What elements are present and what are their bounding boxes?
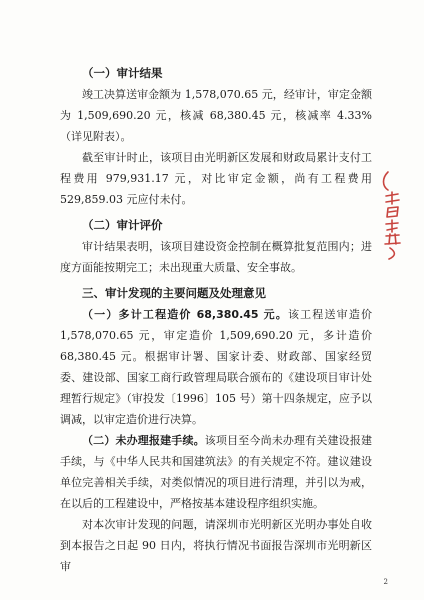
paragraph-settlement-amount: 竣工决算送审金额为 1,578,070.65 元，经审计，审定金额为 1,509,690.20 元，核减 68,380.45 元，核减率 4.33%（详见附表）。	[60, 88, 372, 143]
document-body	[60, 62, 372, 577]
paragraph-issue-overcharge	[60, 304, 372, 430]
issue-overcharge-label: （一）多计工程造价 68,380.45 元。	[82, 308, 288, 321]
issue-overcharge-text: 该工程送审造价 1,578,070.65 元，审定造价 1,509,690.20 元，多计造价 68,380.45 元。根据审计署、国家计委、财政部、国家经贸委、建设部、国家工商行政管理局联合颁布的《建设项目审计处理暂行规定》（审投发〔1996〕105 号）第十四条规定，应予以调减，以审定造价进行决算。	[60, 308, 373, 426]
paragraph-closing: 对本次审计发现的问题，请深圳市光明新区光明办事处自收到本报告之日起 90 日内，将执行情况书面报告深圳市光明新区审	[60, 518, 372, 573]
section-heading-issues: 三、审计发现的主要问题及处理意见	[82, 286, 266, 300]
issue-permit-label: （二）未办理报建手续。	[82, 434, 205, 447]
page-number: 2	[383, 578, 388, 586]
paragraph-evaluation: 审计结果表明，该项目建设资金控制在概算批复范围内；进度方面能按期完工；未出现重大质量、安全事故。	[60, 240, 372, 274]
section-heading-audit-evaluation: （二）审计评价	[82, 218, 163, 232]
paragraph-issue-permit	[60, 430, 372, 514]
handwritten-stamp-mark	[374, 168, 412, 260]
paragraph-payment-status: 截至审计时止，该项目由光明新区发展和财政局累计支付工程费用 979,931.17 元，对比审定金额，尚有工程费用 529,859.03 元应付未付。	[60, 151, 372, 206]
section-heading-audit-result: （一）审计结果	[82, 66, 163, 80]
issue-permit-text: 该项目至今尚未办理有关建设报建手续，与《中华人民共和国建筑法》的有关规定不符。建议建设单位完善相关手续，对类似情况的项目进行清理，并引以为戒，在以后的工程建设中，严格按基本建设程序组织实施。	[60, 434, 373, 510]
